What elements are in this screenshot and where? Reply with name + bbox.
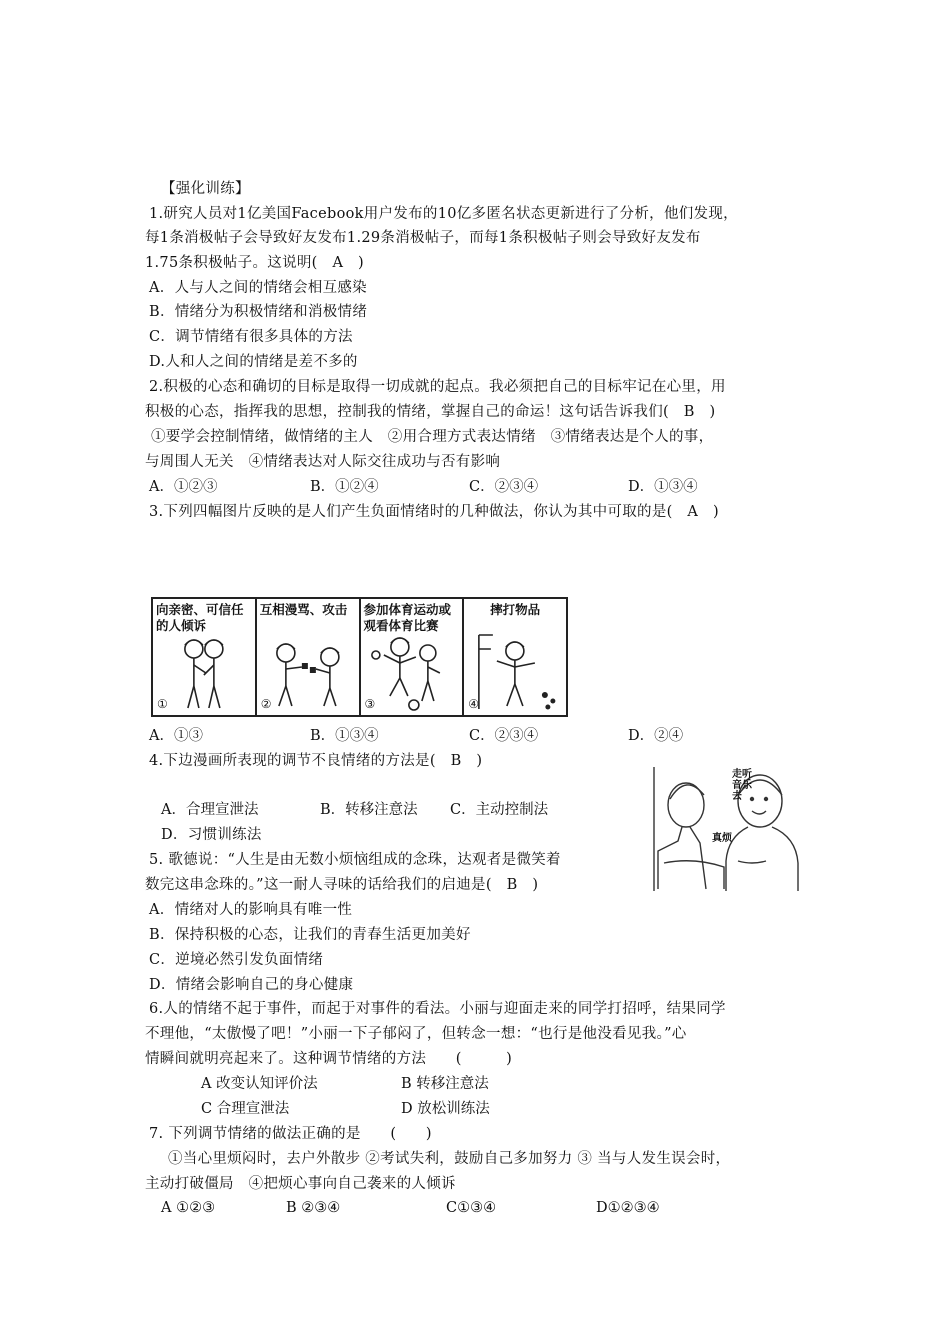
music-cartoon-illustration bbox=[652, 765, 807, 893]
q4-option-a: A．合理宣泄法 bbox=[161, 802, 259, 818]
section-heading: 【强化训练】 bbox=[161, 181, 250, 197]
q1-stem-line-1: 1.研究人员对1亿美国Facebook用户发布的10亿多匿名状态更新进行了分析，他们发现， bbox=[149, 206, 738, 222]
q6-option-c: C 合理宣泄法 bbox=[201, 1101, 290, 1117]
q1-option-d: D.人和人之间的情绪是差不多的 bbox=[149, 354, 358, 370]
panel-number: ① bbox=[157, 697, 168, 711]
q6-option-a: A 改变认知评价法 bbox=[201, 1076, 318, 1092]
q1-option-b: B．情绪分为积极情绪和消极情绪 bbox=[149, 304, 368, 320]
q4-option-b: B．转移注意法 bbox=[320, 802, 418, 818]
q5-option-c: C．逆境必然引发负面情绪 bbox=[149, 952, 324, 968]
two-people-fighting-illustration bbox=[257, 629, 359, 715]
figure-panel-1 bbox=[153, 599, 257, 715]
q2-stem-line-3: ①要学会控制情绪，做情绪的主人 ②用合理方式表达情绪 ③情绪表达是个人的事， bbox=[151, 429, 714, 445]
q1-stem-line-3: 1.75条积极帖子。这说明( A ) bbox=[145, 255, 364, 271]
q5-stem-line-2: 数完这串念珠的。”这一耐人寻味的话给我们的启迪是( B ) bbox=[145, 877, 539, 893]
panel-number: ③ bbox=[364, 697, 376, 711]
q5-option-a: A．情绪对人的影响具有唯一性 bbox=[149, 902, 353, 918]
q5-option-d: D．情绪会影响自己的身心健康 bbox=[149, 977, 354, 993]
q1-stem-line-2: 每1条消极帖子会导致好友发布1.29条消极帖子，而每1条积极帖子则会导致好友发布 bbox=[145, 230, 701, 246]
q2-option-c: C．②③④ bbox=[469, 479, 539, 495]
four-panel-figure bbox=[151, 597, 568, 717]
q6-stem-line-3: 情瞬间就明亮起来了。这种调节情绪的方法 ( ) bbox=[145, 1051, 513, 1067]
q6-option-d: D 放松训练法 bbox=[401, 1101, 490, 1117]
cartoon-drawing bbox=[652, 765, 807, 893]
people-playing-ball-illustration bbox=[361, 629, 463, 715]
q2-option-d: D．①③④ bbox=[628, 479, 698, 495]
q6-option-b: B 转移注意法 bbox=[401, 1076, 489, 1092]
figure-panel-4 bbox=[464, 599, 566, 715]
q6-stem-line-1: 6.人的情绪不起于事件，而起于对事件的看法。小丽与迎面走来的同学打招呼，结果同学 bbox=[149, 1001, 726, 1017]
q1-option-a: A．人与人之间的情绪会相互感染 bbox=[149, 280, 367, 296]
q7-option-c: C①③④ bbox=[446, 1200, 497, 1216]
panel-number: ② bbox=[260, 697, 272, 711]
q7-option-d: D①②③④ bbox=[596, 1200, 660, 1216]
q7-stem: 7. 下列调节情绪的做法正确的是 ( ) bbox=[149, 1126, 432, 1142]
q7-option-b: B ②③④ bbox=[286, 1200, 341, 1216]
q3-stem: 3.下列四幅图片反映的是人们产生负面情绪时的几种做法，你认为其中可取的是( A ) bbox=[149, 504, 719, 520]
q3-option-b: B．①③④ bbox=[310, 728, 379, 744]
cartoon-annoyed-label: 真烦 bbox=[712, 833, 732, 844]
q3-option-a: A．①③ bbox=[149, 728, 203, 744]
panel-caption: 向亲密、可信任的人倾诉 bbox=[156, 602, 244, 633]
panel-caption: 参加体育运动或观看体育比赛 bbox=[363, 602, 452, 633]
panel-caption: 互相漫骂、攻击 bbox=[259, 602, 348, 617]
person-smashing-objects-illustration bbox=[464, 629, 566, 715]
q2-option-b: B．①②④ bbox=[310, 479, 379, 495]
q2-stem-line-2: 积极的心态，指挥我的思想，控制我的情绪，掌握自己的命运！这句话告诉我们( B ) bbox=[145, 404, 716, 420]
figure-panel-2 bbox=[257, 599, 361, 715]
q2-stem-line-4: 与周围人无关 ④情绪表达对人际交往成功与否有影响 bbox=[145, 454, 501, 470]
panel-number: ④ bbox=[468, 697, 480, 711]
q4-stem: 4.下边漫画所表现的调节不良情绪的方法是( B ) bbox=[149, 753, 483, 769]
q3-option-c: C．②③④ bbox=[469, 728, 539, 744]
panel-caption: 摔打物品 bbox=[490, 602, 541, 617]
q7-statements-line-2: 主动打破僵局 ④把烦心事向自己袭来的人倾诉 bbox=[145, 1176, 456, 1192]
two-people-talking-illustration bbox=[153, 629, 255, 715]
figure-panel-3 bbox=[361, 599, 465, 715]
q5-option-b: B．保持积极的心态，让我们的青春生活更加美好 bbox=[149, 927, 471, 943]
q7-option-a: A ①②③ bbox=[161, 1200, 216, 1216]
q3-option-d: D．②④ bbox=[628, 728, 684, 744]
q1-option-c: C．调节情绪有很多具体的方法 bbox=[149, 329, 353, 345]
q5-stem-line-1: 5. 歌德说：“人生是由无数小烦恼组成的念珠，达观者是微笑着 bbox=[149, 852, 561, 868]
q2-stem-line-1: 2.积极的心态和确切的目标是取得一切成就的起点。我必须把自己的目标牢记在心里，用 bbox=[149, 379, 726, 395]
q6-stem-line-2: 不理他，“太傲慢了吧！”小丽一下子郁闷了，但转念一想：“也行是他没看见我。”心 bbox=[145, 1026, 687, 1042]
cartoon-speech-label: 走听音乐去 bbox=[732, 769, 752, 802]
q7-statements-line-1: ①当心里烦闷时，去户外散步 ②考试失利，鼓励自己多加努力 ③ 当与人发生误会时， bbox=[168, 1151, 731, 1167]
q2-option-a: A．①②③ bbox=[149, 479, 218, 495]
q4-option-d: D．习惯训练法 bbox=[161, 827, 262, 843]
q4-option-c: C．主动控制法 bbox=[450, 802, 549, 818]
